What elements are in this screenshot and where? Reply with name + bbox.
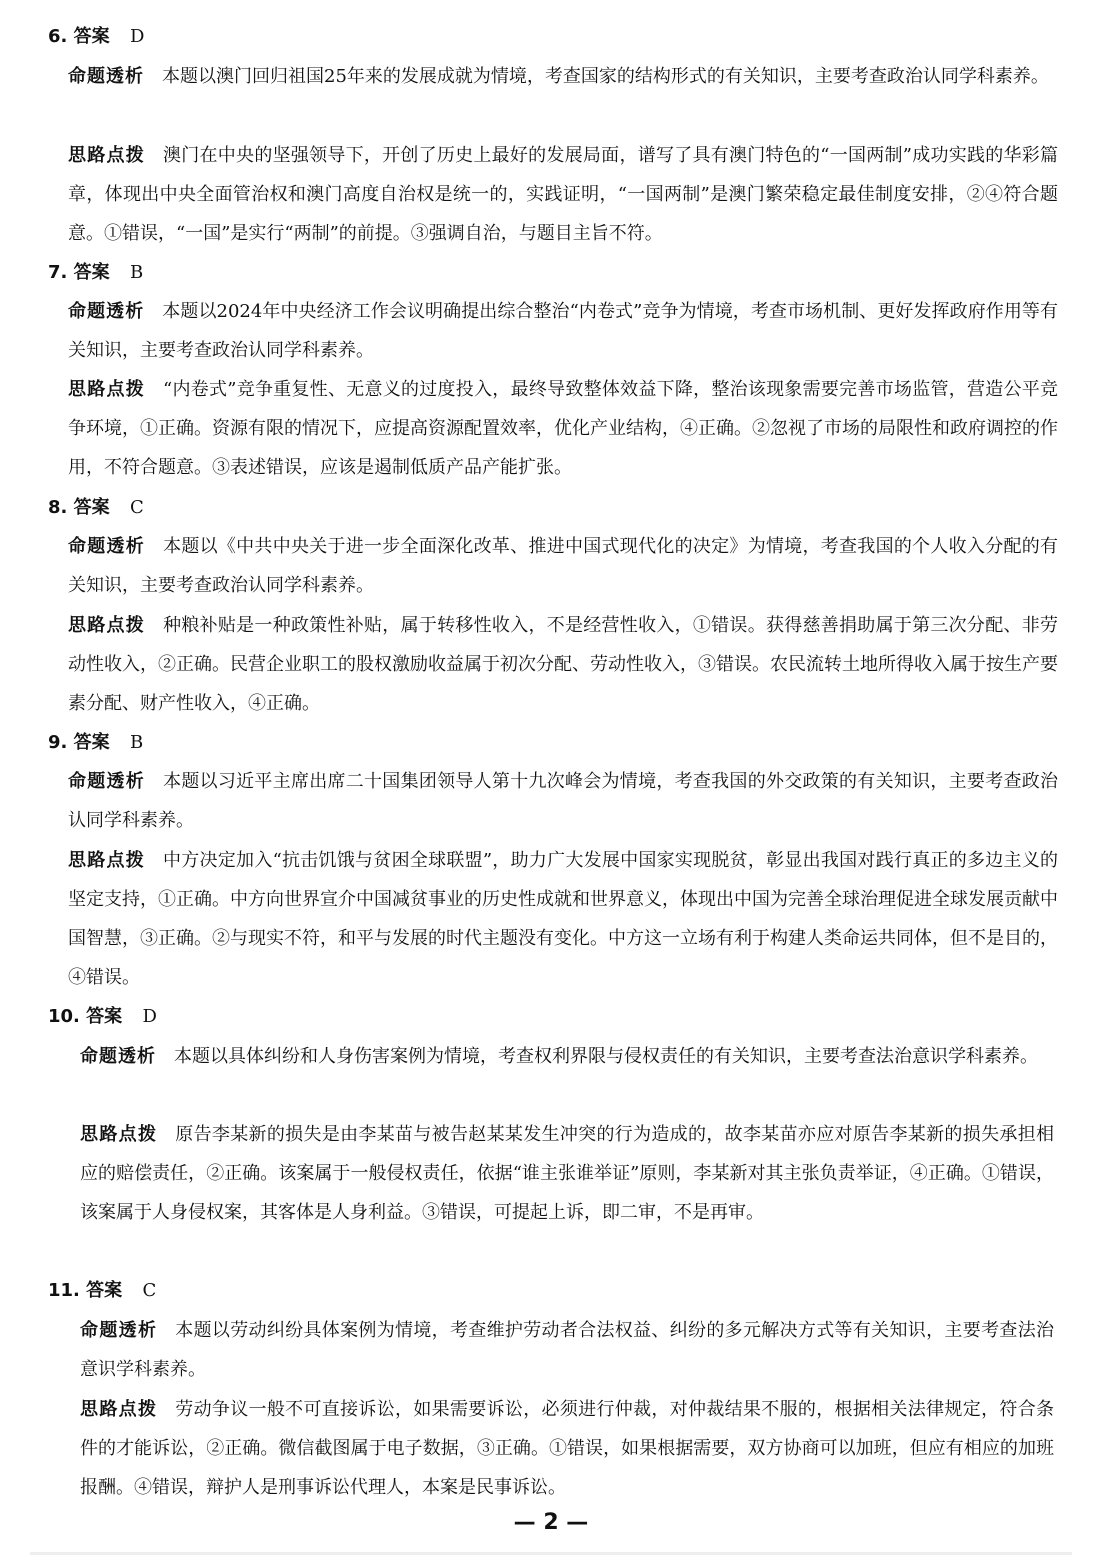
hint-label: 思路点拨 bbox=[68, 145, 146, 166]
question-8-analysis bbox=[68, 527, 1058, 605]
bottom-divider bbox=[30, 1552, 1072, 1555]
analysis-label: 命题透析 bbox=[80, 1046, 156, 1067]
hint-text: 劳动争议一般不可直接诉讼，如果需要诉讼，必须进行仲裁，对仲裁结果不服的，根据相关法律规定，符合条件的才能诉讼，②正确。微信截图属于电子数据，③正确。①错误，如果根据需要，双方协商可以加班，但应有相应的加班报酬。④错误，辩护人是刑事诉讼代理人，本案是民事诉讼。 bbox=[80, 1399, 1055, 1498]
answer-label: 答案 bbox=[73, 262, 110, 283]
hint-label: 思路点拨 bbox=[80, 1399, 158, 1420]
question-9-header bbox=[48, 731, 143, 755]
answer-label: 答案 bbox=[73, 732, 110, 753]
analysis-text: 本题以澳门回归祖国25年来的发展成就为情境，考查国家的结构形式的有关知识，主要考查政治认同学科素养。 bbox=[162, 66, 1049, 87]
analysis-text: 本题以劳动纠纷具体案例为情境，考查维护劳动者合法权益、纠纷的多元解决方式等有关知识，主要考查法治意识学科素养。 bbox=[80, 1320, 1055, 1380]
question-6-analysis bbox=[68, 57, 1058, 96]
question-9-analysis bbox=[68, 762, 1058, 840]
question-number: 8. bbox=[48, 497, 68, 518]
answer-value: C bbox=[142, 1280, 157, 1301]
answer-label: 答案 bbox=[73, 26, 110, 47]
answer-label: 答案 bbox=[86, 1280, 123, 1301]
hint-text: 种粮补贴是一种政策性补贴，属于转移性收入，不是经营性收入，①错误。获得慈善捐助属于第三次分配、非劳动性收入，②正确。民营企业职工的股权激励收益属于初次分配、劳动性收入，③错误。农民流转土地所得收入属于按生产要素分配、财产性收入，④正确。 bbox=[68, 615, 1058, 714]
question-10-hint bbox=[80, 1115, 1054, 1232]
hint-text: 中方决定加入“抗击饥饿与贫困全球联盟”，助力广大发展中国家实现脱贫，彰显出我国对践行真正的多边主义的坚定支持，①正确。中方向世界宣介中国减贫事业的历史性成就和世界意义，体现出中国为完善全球治理促进全球发展贡献中国智慧，③正确。②与现实不符，和平与发展的时代主题没有变化。中方这一立场有利于构建人类命运共同体，但不是目的，④错误。 bbox=[68, 850, 1058, 988]
answer-value: C bbox=[129, 497, 144, 518]
question-number: 9. bbox=[48, 732, 68, 753]
question-11-header bbox=[48, 1279, 156, 1303]
analysis-label: 命题透析 bbox=[68, 536, 146, 557]
question-11-hint bbox=[80, 1390, 1054, 1507]
question-7-analysis bbox=[68, 292, 1058, 370]
hint-label: 思路点拨 bbox=[68, 850, 146, 871]
question-number: 11. bbox=[48, 1280, 80, 1301]
answer-label: 答案 bbox=[73, 497, 110, 518]
question-8-hint bbox=[68, 606, 1058, 723]
hint-text: “内卷式”竞争重复性、无意义的过度投入，最终导致整体效益下降，整治该现象需要完善市场监管，营造公平竞争环境，①正确。资源有限的情况下，应提高资源配置效率，优化产业结构，④正确。②忽视了市场的局限性和政府调控的作用，不符合题意。③表述错误，应该是遏制低质产品产能扩张。 bbox=[68, 379, 1058, 478]
answer-value: D bbox=[129, 26, 145, 47]
question-7-hint bbox=[68, 370, 1058, 487]
question-number: 7. bbox=[48, 262, 68, 283]
question-6-hint bbox=[68, 136, 1058, 253]
question-number: 10. bbox=[48, 1006, 80, 1027]
answer-label: 答案 bbox=[86, 1006, 123, 1027]
analysis-label: 命题透析 bbox=[80, 1320, 158, 1341]
question-8-header bbox=[48, 496, 144, 520]
question-6-header bbox=[48, 25, 144, 49]
hint-label: 思路点拨 bbox=[68, 615, 146, 636]
analysis-text: 本题以2024年中央经济工作会议明确提出综合整治“内卷式”竞争为情境，考查市场机制、更好发挥政府作用等有关知识，主要考查政治认同学科素养。 bbox=[68, 301, 1058, 361]
hint-text: 原告李某新的损失是由李某苗与被告赵某某发生冲突的行为造成的，故李某苗亦应对原告李某新的损失承担相应的赔偿责任，②正确。该案属于一般侵权责任，依据“谁主张谁举证”原则，李某新对其主张负责举证，④正确。①错误，该案属于人身侵权案，其客体是人身利益。③错误，可提起上诉，即二审，不是再审。 bbox=[80, 1124, 1055, 1223]
answer-value: B bbox=[129, 262, 144, 283]
analysis-text: 本题以具体纠纷和人身伤害案例为情境，考查权利界限与侵权责任的有关知识，主要考查法治意识学科素养。 bbox=[174, 1046, 1038, 1067]
analysis-text: 本题以《中共中央关于进一步全面深化改革、推进中国式现代化的决定》为情境，考查我国的个人收入分配的有关知识，主要考查政治认同学科素养。 bbox=[68, 536, 1058, 596]
analysis-label: 命题透析 bbox=[68, 771, 146, 792]
answer-value: D bbox=[142, 1006, 157, 1027]
question-10-header bbox=[48, 1005, 157, 1029]
analysis-label: 命题透析 bbox=[68, 301, 145, 322]
hint-label: 思路点拨 bbox=[68, 379, 146, 400]
hint-text: 澳门在中央的坚强领导下，开创了历史上最好的发展局面，谱写了具有澳门特色的“一国两制”成功实践的华彩篇章，体现出中央全面管治权和澳门高度自治权是统一的，实践证明，“一国两制”是澳门繁荣稳定最佳制度安排，②④符合题意。①错误，“一国”是实行“两制”的前提。③强调自治，与题目主旨不符。 bbox=[68, 145, 1058, 244]
question-7-header bbox=[48, 261, 143, 285]
analysis-text: 本题以习近平主席出席二十国集团领导人第十九次峰会为情境，考查我国的外交政策的有关知识，主要考查政治认同学科素养。 bbox=[68, 771, 1058, 831]
question-number: 6. bbox=[48, 26, 68, 47]
question-10-analysis bbox=[80, 1037, 1054, 1076]
analysis-label: 命题透析 bbox=[68, 66, 144, 87]
hint-label: 思路点拨 bbox=[80, 1124, 158, 1145]
question-9-hint bbox=[68, 841, 1058, 997]
page-number: — 2 — bbox=[513, 1510, 589, 1535]
answer-value: B bbox=[129, 732, 144, 753]
question-11-analysis bbox=[80, 1311, 1054, 1389]
